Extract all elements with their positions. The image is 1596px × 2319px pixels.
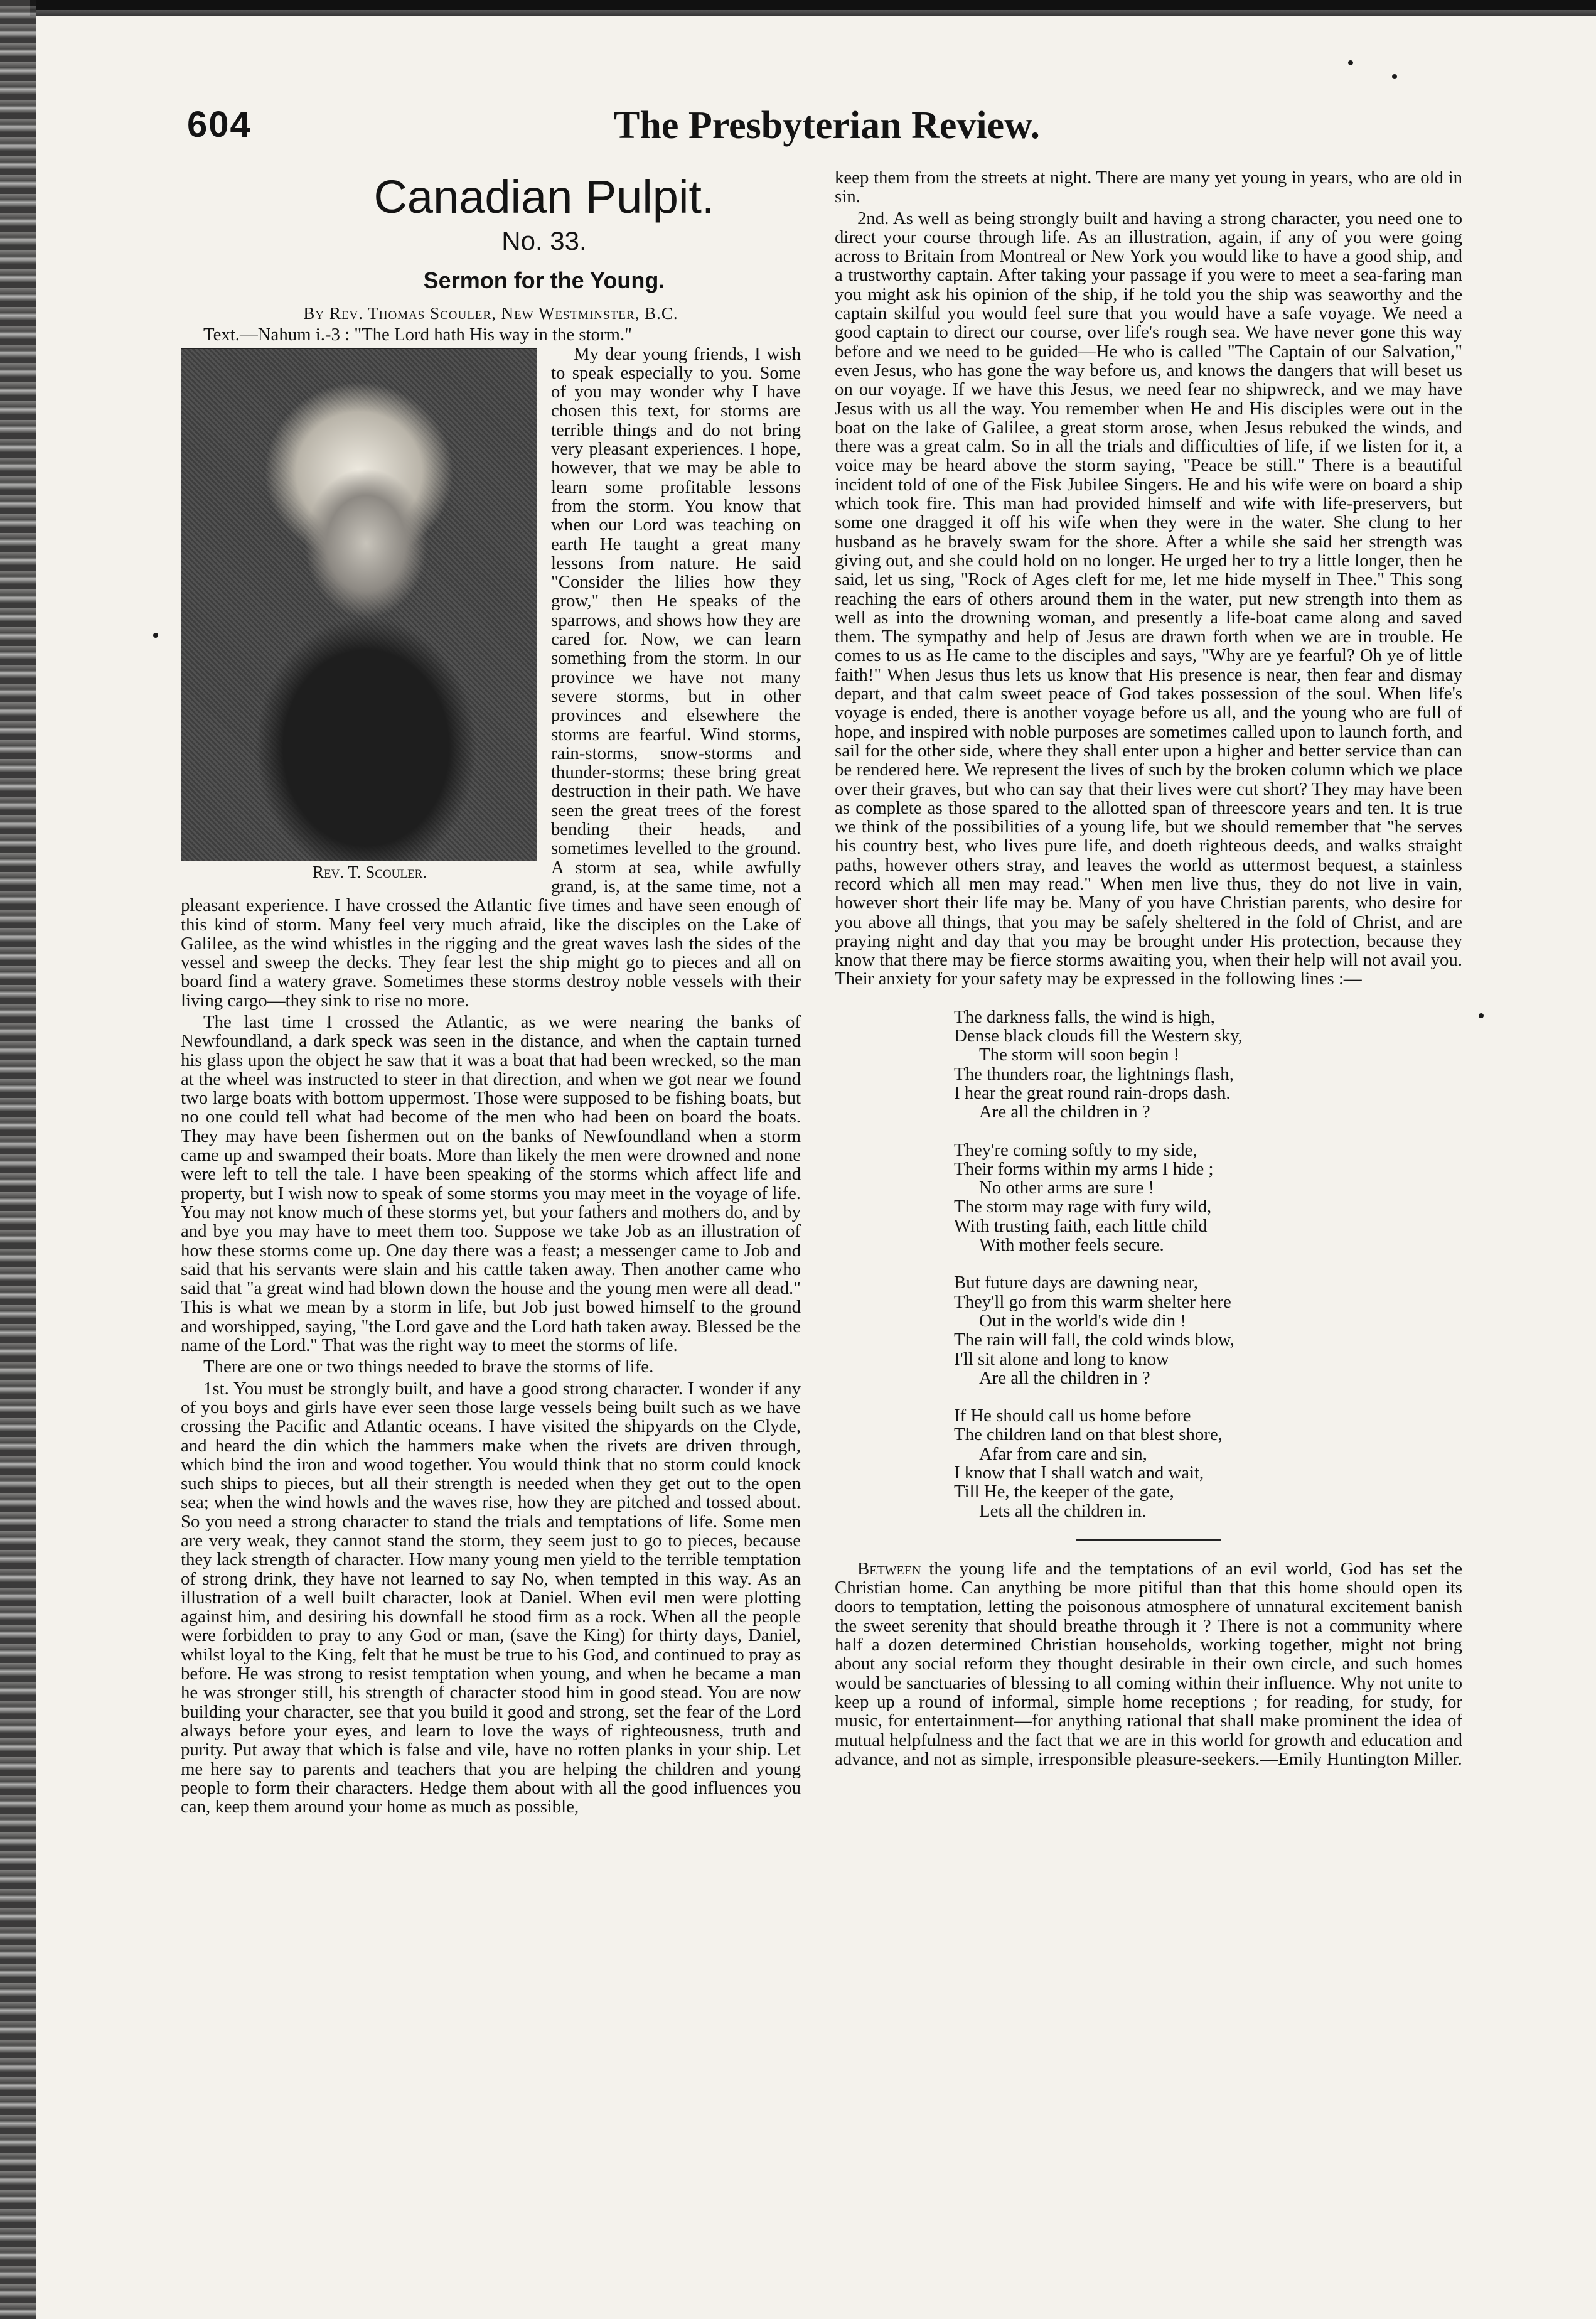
right-column [835, 168, 1462, 1771]
poem-line: The rain will fall, the cold winds blow, [954, 1330, 1234, 1350]
top-border-rule [30, 0, 1596, 16]
page-number: 604 [187, 104, 252, 145]
poem-line: The children land on that blest shore, [954, 1424, 1223, 1445]
poem-line: Are all the children in ? [979, 1367, 1150, 1388]
poem-line: The darkness falls, the wind is high, [954, 1006, 1215, 1027]
poem-line: They'll go from this warm shelter here [954, 1291, 1231, 1312]
poem-line: I hear the great round rain-drops dash. [954, 1082, 1231, 1103]
poem-line: But future days are dawning near, [954, 1272, 1199, 1293]
sermon-paragraph: There are one or two things needed to brave the storms of life. [203, 1357, 654, 1377]
poem-line: With trusting faith, each little child [954, 1215, 1208, 1236]
poem-line: Are all the children in ? [979, 1102, 1150, 1122]
poem-line: I'll sit alone and long to know [954, 1348, 1169, 1369]
sermon-subtitle: Sermon for the Young. [423, 267, 665, 293]
sermon-paragraph: keep them from the streets at night. There are many yet young in years, who are old in sin. [835, 168, 1462, 207]
home-note-paragraph [835, 1559, 1462, 1768]
print-speck [153, 633, 158, 638]
poem-stanza [954, 1141, 1462, 1255]
poem-line: The storm will soon begin ! [979, 1045, 1180, 1065]
page-header [0, 104, 1596, 154]
poem-stanza [954, 1273, 1462, 1387]
poem-line: Out in the world's wide din ! [979, 1310, 1186, 1331]
poem-line: No other arms are sure ! [979, 1178, 1155, 1198]
poem-line: The thunders roar, the lightnings flash, [954, 1063, 1234, 1084]
poem-line: Lets all the children in. [979, 1500, 1147, 1521]
poem [954, 1008, 1462, 1520]
binding-edge [0, 0, 36, 2319]
poem-stanza [954, 1406, 1462, 1520]
poem-line: Their forms within my arms I hide ; [954, 1158, 1214, 1179]
portrait-figure [181, 348, 536, 884]
poem-line: Dense black clouds fill the Western sky, [954, 1026, 1243, 1047]
poem-line: With mother feels secure. [979, 1235, 1164, 1256]
sermon-paragraph: The last time I crossed the Atlantic, as we were nearing the banks of Newfoundland, a dark speck was seen in the distance, and when the captain turned his glass upon the object he saw that it was a boat that had been wrecked, so the man at the wheel was instructed to steer in that direction, and when we got near we found two large boats with bottom uppermost. Those were supposed to be fishing boats, but no one could tell what had become of the men who had been on board the boats. They may have been fishermen out on the banks of Newfoundland when a storm came up and swamped their boats. More than likely the men were drowned and none were left to tell the tale. I have been speaking of the storms which affect life and property, but I wish now to speak of some storms you may meet in the voyage of life. You may not know much of these storms yet, but your fathers and mothers do, and by and bye you may have to meet them too. Suppose we take Job as an illustration of how these storms come up. One day there was a feast; a messenger came to Job and said that his servants were slain and his cattle taken away. Then another came who said that "a great wind had blown down the house and the young men were all dead." This is what we mean by a storm in life, but Job just bowed himself to the ground and worshipped, saying, "the Lord gave and the Lord hath taken away. Blessed be the name of the Lord." That was the right way to meet the storms of life. [181, 1011, 801, 1356]
scripture-text: Text.—Nahum i.-3 : "The Lord hath His way in the storm." [203, 325, 632, 345]
print-speck [1479, 1013, 1484, 1018]
byline: By Rev. Thomas Scouler, New Westminster, B.C. [303, 304, 678, 323]
paragraph-text: My dear young friends, I wish to speak especially to you. Some of you may wonder why I have chosen this text, for storms are terrible things and do not bring very pleasant experiences. I hope, however, that we may be able to learn some profitable lessons from the storm. You know that when our Lord was teaching on earth He taught a great many lessons from nature. He said "Consider the lilies how they grow," then He speaks of the sparrows, and shows how they are cared for. Now, we can learn something from the storm. In our province we have not many severe storms, but in other provinces and elsewhere the storms are fearful. Wind storms, rain-storms, snow-storms and thunder-storms; these bring great destruction in their path. We have seen the great trees of the forest bending their heads, and sometimes levelled to the ground. A storm at sea, while awfully grand, is, at the same time, not a pleasant experience. I have crossed the Atlantic five times and have seen enough of this kind of storm. Many feel very much afraid, like the disciples on the Lake of Galilee, as the wind whistles in the rigging and the great waves lash the sides of the vessel and sweep the decks. They fear lest the ship might go to pieces and all on board find a watery grave. Sometimes these storms destroy noble vessels with their living cargo—they sink to rise no more. [181, 343, 801, 1011]
poem-line: The storm may rage with fury wild, [954, 1197, 1212, 1217]
poem-line: They're coming softly to my side, [954, 1139, 1197, 1160]
print-speck [1392, 74, 1397, 79]
sermon-paragraph [181, 345, 801, 1010]
section-title: Canadian Pulpit. [373, 171, 715, 223]
home-note-text: the young life and the temptations of an evil world, God has set the Christian home. Can anything be more pitiful than that this home should open its doors to temptation, letting the poisonous atmosphere of unnatural excitement banish the sweet serenity that should breathe through it ? There is not a community where half a dozen determined Christian households, working together, might not bring about any social reform they thought desirable in their own circle, and such homes would be sanctuaries of blessing to all coming within their influence. Why not unite to keep up a round of informal, simple home receptions ; for reading, for study, for music, for entertainment—for anything rational that shall make prominent the idea of mutual helpfulness and the fact that we are in this world for growth and education and advance, and not as simple, irresponsible pleasure-seekers.—Emily Huntington Miller. [835, 1558, 1462, 1769]
poem-line: I know that I shall watch and wait, [954, 1463, 1204, 1483]
sermon-paragraph: 2nd. As well as being strongly built and having a strong character, you need one to direct your course through life. As an illustration, again, if any of you were going across to Britain from Montreal or New York you would like to have a good ship, and a trustworthy captain. After taking your passage if you were to meet a sea-faring man you might ask his opinion of the ship, if he told you the ship was seaworthy and the captain skilful you would feel sure that you would have a safe voyage. We need a good captain to direct our course, over life's rough sea. We have never gone this way before and we need to be guided—He who is called "The Captain of our Salvation," even Jesus, who has gone the way before us, and knows the dangers that will beset us on our voyage. If we have this Jesus, we need fear no shipwreck, and we may have Jesus with us all the way. You remember when He and His disciples were out in the boat on the lake of Galilee, a great storm arose, when Jesus rebuked the winds, and there was a great calm. So in all the trials and difficulties of life, if we listen for it, a voice may be heard above the storm saying, "Peace be still." There is a beautiful incident told of one of the Fisk Jubilee Singers. He and his wife were on board a ship which took fire. This man had provided himself and wife with life-preservers, but some one dragged it off his wife when they were in the water. She clung to her husband as he bravely swam for the shore. After a while she said her strength was giving out, and she could hold on no longer. He urged her to try a little longer, then he said, let us sing, "Rock of Ages cleft for me, let me hide myself in Thee." This song reaching the ears of others around them in the water, put new strength into them as well as into the drowning woman, and presently a life-boat came along and saved them. The sympathy and help of Jesus are drawn forth when we are in trouble. He comes to us as He came to the disciples and says, "Why are ye fearful? Oh ye of little faith!" When Jesus thus lets us know that His presence is near, then fear and dismay depart, and that calm sweet peace of God takes possession of the soul. When life's voyage is ended, there is another voyage before us all, and the young who are full of hope, and inspired with noble purposes are sometimes called upon to launch forth, and sail for the other side, where they shall enter upon a higher and better service than can be rendered here. We represent the lives of such by the broken column which we place over their graves, but who can say that their lives were cut short? They may have been as complete as those spared to the allotted span of threescore years and ten. It is true we think of the possibilities of a young life, but we should remember that "he serves his country best, who lives pure life, and doeth righteous deeds, and walks straight paths, however others stray, and leaves the world as uttermost bequest, a stainless record which all men may read." When men live thus, they do not live in vain, however short their life may be. Many of you have Christian parents, who desire for you above all things, that you may be safely sheltered in the fold of Christ, and are praying night and day that you may be brought under His protection, because they know that there may be fierce storms awaiting you, when their help will not avail you. Their anxiety for your safety may be expressed in the following lines :— [835, 208, 1462, 989]
portrait-caption: Rev. T. Scouler. [312, 862, 427, 881]
poem-line: Till He, the keeper of the gate, [954, 1482, 1174, 1502]
section-divider [1076, 1539, 1221, 1541]
lead-word: Between [857, 1558, 921, 1579]
left-column [181, 168, 801, 1819]
sermon-paragraph: 1st. You must be strongly built, and have a good strong character. I wonder if any of you boys and girls have ever seen those large vessels being built such as we have crossing the Pacific and Atlantic oceans. I have visited the shipyards on the Clyde, and heard the din which the hammers make when the rivets are driven through, which bind the iron and wood together. You would think that no storm could knock such ships to pieces, but all their strength is needed when they get out to the open sea; when the wind howls and the waves rise, how they are pitched and tossed about. So you need a strong character to stand the trials and temptations of life. Some men are very weak, they cannot stand the storm, they seem just to go to pieces, because they lack strength of character. How many young men yield to the terrible temptation of strong drink, they have not learned to say No, when tempted in this way. As an illustration of a well built character, look at Daniel. When evil men were plotting against him, and desiring his downfall he stood firm as a rock. When all the people were forbidden to pray to any God or man, (save the King) for thirty days, Daniel, whilst loyal to the King, felt that he must be true to his God, and continued to pray as before. He was strong to resist temptation when young, and when he became a man he was stronger still, his strength of character stood him in good stead. You are now building your character, see that you build it good and strong, set the fear of the Lord always before your eyes, and learn to love the ways of righteousness, truth and purity. Put away that which is false and vile, have no rotten planks in your ship. Let me here say to parents and teachers that you are helping the children and young people to form their characters. Hedge them about with all the good influences you can, keep them around your home as much as possible, [181, 1378, 801, 1817]
section-number: No. 33. [501, 226, 587, 256]
poem-line: If He should call us home before [954, 1406, 1191, 1426]
journal-title: The Presbyterian Review. [614, 104, 1041, 147]
portrait-image [181, 348, 537, 861]
poem-stanza [954, 1008, 1462, 1122]
print-speck [1348, 60, 1353, 65]
poem-line: Afar from care and sin, [979, 1443, 1147, 1464]
sermon-heading [287, 171, 801, 299]
